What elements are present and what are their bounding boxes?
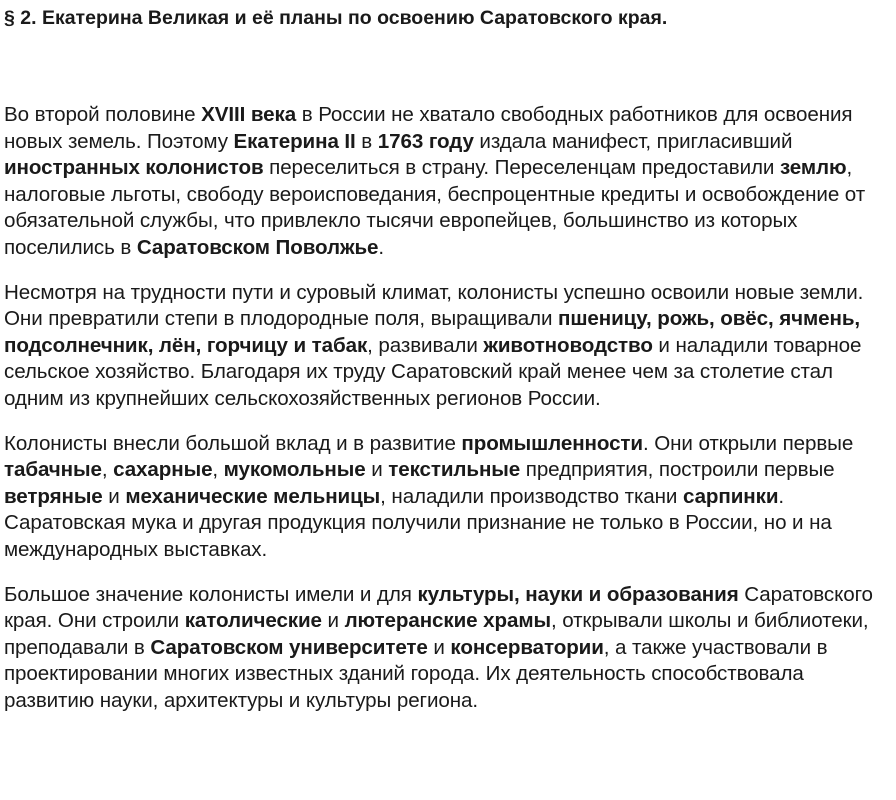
text-run: ,: [101, 458, 114, 482]
bold-text-run: животноводство: [483, 333, 653, 357]
text-run: , налоговые льготы, свободу вероисповедания, беспроцентные кредиты и освобождение от обязательной службы, что привлекло тысячи европейцев, большинство из которых поселились в: [4, 156, 866, 259]
bold-text-run: консерватории: [450, 635, 604, 659]
text-run: ,: [212, 458, 224, 482]
text-run: , наладили производство ткани: [380, 484, 683, 508]
text-run: издала манифест, пригласивший: [473, 129, 793, 153]
bold-text-run: XVIII века: [201, 103, 297, 126]
text-run: предприятия, построили первые: [520, 458, 835, 482]
text-run: и: [102, 484, 126, 508]
bold-text-run: промышленности: [461, 431, 643, 455]
text-run: Колонисты внесли большой вклад и в развитие: [4, 431, 462, 455]
bold-text-run: механические мельницы: [125, 484, 381, 508]
paragraph-culture: [4, 582, 892, 715]
bold-text-run: Екатерина II: [233, 129, 356, 153]
text-run: и: [427, 635, 451, 659]
bold-text-run: 1763 году: [377, 129, 474, 153]
bold-text-run: иностранных колонистов: [4, 156, 264, 180]
bold-text-run: Саратовском университете: [150, 635, 428, 659]
text-run: , а также участвовали в проектировании многих известных зданий города. Их деятельность способствовала развитию науки, архитектуры и культуры региона.: [4, 635, 828, 712]
text-run: в: [355, 129, 378, 153]
text-run: Во второй половине: [4, 103, 202, 126]
bold-text-run: текстильные: [388, 458, 521, 482]
text-run: . Они открыли первые: [642, 431, 854, 455]
bold-text-run: католические: [184, 609, 322, 633]
section-heading: § 2. Екатерина Великая и её планы по освоению Саратовского края.: [4, 7, 668, 29]
text-run: , развивали: [367, 333, 484, 357]
text-run: переселиться в страну. Переселенцам предоставили: [263, 156, 780, 180]
bold-text-run: лютеранские храмы: [344, 609, 551, 633]
text-run: и: [365, 458, 389, 482]
text-run: Саратовского края. Они строили: [4, 582, 873, 633]
bold-text-run: пшеницу, рожь, овёс, ячмень, подсолнечник, лён, горчицу и табак: [4, 307, 861, 357]
bold-text-run: ветряные: [4, 484, 103, 508]
text-run: . Саратовская мука и другая продукция получили признание не только в России, но и на международных выставках.: [4, 484, 832, 561]
paragraph-industry: [4, 431, 892, 564]
text-run: в России не хватало свободных работников для освоения новых земель. Поэтому: [4, 103, 853, 153]
paragraph-manifesto: [4, 102, 892, 262]
bold-text-run: землю: [779, 156, 847, 180]
bold-text-run: сахарные: [113, 458, 213, 482]
text-run: .: [378, 235, 384, 259]
bold-text-run: культуры, науки и образования: [417, 582, 739, 606]
bold-text-run: табачные: [4, 458, 102, 482]
text-run: и: [321, 609, 345, 633]
text-run: и наладили товарное сельское хозяйство. Благодаря их труду Саратовский край менее чем за столетие стал одним из крупнейших сельскохозяйственных регионов России.: [4, 333, 862, 410]
text-run: , открывали школы и библиотеки, преподавали в: [4, 609, 869, 659]
bold-text-run: Саратовском Поволжье: [136, 235, 379, 259]
bold-text-run: сарпинки: [682, 484, 779, 508]
bold-text-run: мукомольные: [223, 458, 366, 482]
paragraph-agriculture: [4, 280, 892, 413]
text-run: Большое значение колонисты имели и для: [4, 582, 418, 606]
text-run: Несмотря на трудности пути и суровый климат, колонисты успешно освоили новые земли. Они превратили степи в плодородные поля, выращивали: [4, 280, 864, 331]
